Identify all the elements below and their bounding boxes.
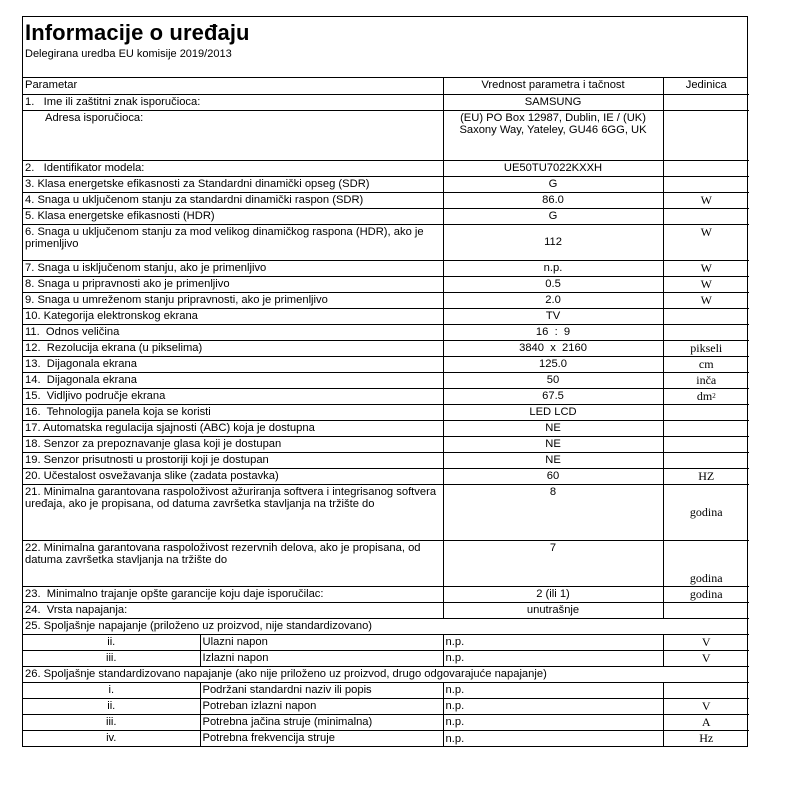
table-row [23,176,749,192]
row-label: 23. Minimalno trajanje opšte garancije koju daje isporučilac: [23,586,443,602]
row-unit: V [663,698,749,714]
table-row [23,602,749,618]
row-unit: W [663,276,749,292]
table-row [23,468,749,484]
row-label: 17. Automatska regulacija sjajnosti (ABC) koja je dostupna [23,420,443,436]
row-unit [663,208,749,224]
row-value: 50 [443,372,663,388]
row-label: Potrebna frekvencija struje [200,730,443,746]
row-label: 9. Snaga u umreženom stanju pripravnosti, ako je primenljivo [23,292,443,308]
row-value: 16 : 9 [443,324,663,340]
row-label: 6. Snaga u uključenom stanju za mod velikog dinamičkog raspona (HDR), ako je primenljivo [23,224,443,260]
row-number: ii. [23,634,200,650]
row-unit [663,452,749,468]
row-value: n.p. [443,634,663,650]
row-unit: godina [663,540,749,586]
row-value: n.p. [443,650,663,666]
row-unit: cm [663,356,749,372]
row-label: Izlazni napon [200,650,443,666]
row-label: Potrebna jačina struje (minimalna) [200,714,443,730]
table-row [23,484,749,540]
row-unit: V [663,650,749,666]
row-unit [663,436,749,452]
page-subtitle: Delegirana uredba EU komisije 2019/2013 [25,48,232,60]
table-row [23,404,749,420]
unit-text: dm [696,389,713,403]
unit-superscript: 2 [712,392,716,400]
row-unit [663,324,749,340]
row-unit [663,602,749,618]
row-unit: V [663,634,749,650]
row-number: iii. [23,650,200,666]
table-row [23,634,749,650]
row-number: iii. [23,714,200,730]
row-number: 1. [25,95,35,108]
table-row [23,714,749,730]
row-label: 21. Minimalna garantovana raspoloživost ažuriranja softvera i integrisanog softvera uređaja, ako je propisana, od datuma završetka stavljanja na tržište do [23,484,443,540]
row-label: 7. Snaga u isključenom stanju, ako je primenljivo [23,260,443,276]
row-label [23,94,443,110]
row-value: 86.0 [443,192,663,208]
row-value: unutrašnje [443,602,663,618]
row-label: 20. Učestalost osvežavanja slike (zadata postavka) [23,468,443,484]
row-label: 8. Snaga u pripravnosti ako je primenljivo [23,276,443,292]
table-row [23,650,749,666]
header-unit: Jedinica [663,78,749,94]
table-row [23,666,749,682]
row-value: 3840 x 2160 [443,340,663,356]
row-unit [663,94,749,110]
table-row [23,730,749,746]
row-unit [663,420,749,436]
row-unit: HZ [663,468,749,484]
table-row [23,698,749,714]
table-row [23,340,749,356]
table-row [23,372,749,388]
row-unit [663,160,749,176]
row-label: 18. Senzor za prepoznavanje glasa koji je dostupan [23,436,443,452]
row-value: G [443,176,663,192]
row-value: 60 [443,468,663,484]
table-row [23,292,749,308]
row-unit: W [663,192,749,208]
row-value: G [443,208,663,224]
section-label: 26. Spoljašnje standardizovano napajanje (ako nije priloženo uz proizvod, drugo odgovarajuće napajanje) [23,666,749,682]
row-label: 22. Minimalna garantovana raspoloživost rezervnih delova, ako je propisana, od datuma završetka stavljanja na tržište do [23,540,443,586]
row-label: 4. Snaga u uključenom stanju za standardni dinamički raspon (SDR) [23,192,443,208]
table-header-row [23,78,749,94]
row-unit [663,404,749,420]
row-value: n.p. [443,698,663,714]
row-label-text: Ime ili zaštitni znak isporučioca: [43,95,201,108]
row-number: 2. [25,161,35,174]
row-value: UE50TU7022KXXH [443,160,663,176]
row-unit [663,682,749,698]
row-label: 5. Klasa energetske efikasnosti (HDR) [23,208,443,224]
row-value: n.p. [443,260,663,276]
row-value: n.p. [443,730,663,746]
row-label: Ulazni napon [200,634,443,650]
table-row [23,276,749,292]
row-label: Adresa isporučioca: [23,110,443,160]
table-row [23,94,749,110]
row-value: 2 (ili 1) [443,586,663,602]
table-row [23,324,749,340]
row-label: 13. Dijagonala ekrana [23,356,443,372]
row-unit [663,176,749,192]
row-unit: W [663,224,749,260]
row-label: 15. Vidljivo područje ekrana [23,388,443,404]
row-value: 125.0 [443,356,663,372]
table-row [23,420,749,436]
table-row [23,308,749,324]
product-info-sheet [22,16,748,747]
sheet-header [23,17,747,78]
row-label: 11. Odnos veličina [23,324,443,340]
row-unit: A [663,714,749,730]
table-row [23,224,749,260]
row-label: 14. Dijagonala ekrana [23,372,443,388]
row-label: 24. Vrsta napajanja: [23,602,443,618]
table-row [23,540,749,586]
table-row [23,436,749,452]
table-row [23,110,749,160]
row-unit [663,308,749,324]
row-label: 3. Klasa energetske efikasnosti za Standardni dinamički opseg (SDR) [23,176,443,192]
row-unit [663,388,749,404]
row-label [23,160,443,176]
row-unit: W [663,260,749,276]
header-value: Vrednost parametra i tačnost [443,78,663,94]
row-value: 8 [443,484,663,540]
table-row [23,682,749,698]
table-row [23,260,749,276]
row-value: SAMSUNG [443,94,663,110]
row-value: (EU) PO Box 12987, Dublin, IE / (UK) Saxony Way, Yateley, GU46 6GG, UK [443,110,663,160]
table-row [23,192,749,208]
row-number: i. [23,682,200,698]
row-value: n.p. [443,682,663,698]
row-value: NE [443,420,663,436]
row-value: n.p. [443,714,663,730]
row-label: 10. Kategorija elektronskog ekrana [23,308,443,324]
table-row [23,356,749,372]
row-label: 12. Rezolucija ekrana (u pikselima) [23,340,443,356]
row-value: 112 [443,224,663,260]
row-value: 7 [443,540,663,586]
table-row [23,388,749,404]
table-row [23,586,749,602]
row-label: Potreban izlazni napon [200,698,443,714]
row-value: 0.5 [443,276,663,292]
header-param: Parametar [23,78,443,94]
row-unit [663,110,749,160]
table-row [23,208,749,224]
row-unit: pikseli [663,340,749,356]
row-value: TV [443,308,663,324]
row-unit: inča [663,372,749,388]
row-label-text: Identifikator modela: [43,161,145,174]
parameters-table [23,78,749,746]
row-label: 19. Senzor prisutnosti u prostoriji koji je dostupan [23,452,443,468]
row-label: Podržani standardni naziv ili popis [200,682,443,698]
row-value: NE [443,436,663,452]
row-number: ii. [23,698,200,714]
row-unit: godina [663,586,749,602]
row-unit: Hz [663,730,749,746]
row-number: iv. [23,730,200,746]
section-label: 25. Spoljašnje napajanje (priloženo uz proizvod, nije standardizovano) [23,618,749,634]
row-value: 2.0 [443,292,663,308]
row-value: NE [443,452,663,468]
page-title: Informacije o uređaju [25,20,250,45]
row-value: 67.5 [443,388,663,404]
row-unit: W [663,292,749,308]
table-row [23,618,749,634]
row-value: LED LCD [443,404,663,420]
table-row [23,160,749,176]
row-label: 16. Tehnologija panela koja se koristi [23,404,443,420]
table-row [23,452,749,468]
row-unit: godina [663,484,749,540]
